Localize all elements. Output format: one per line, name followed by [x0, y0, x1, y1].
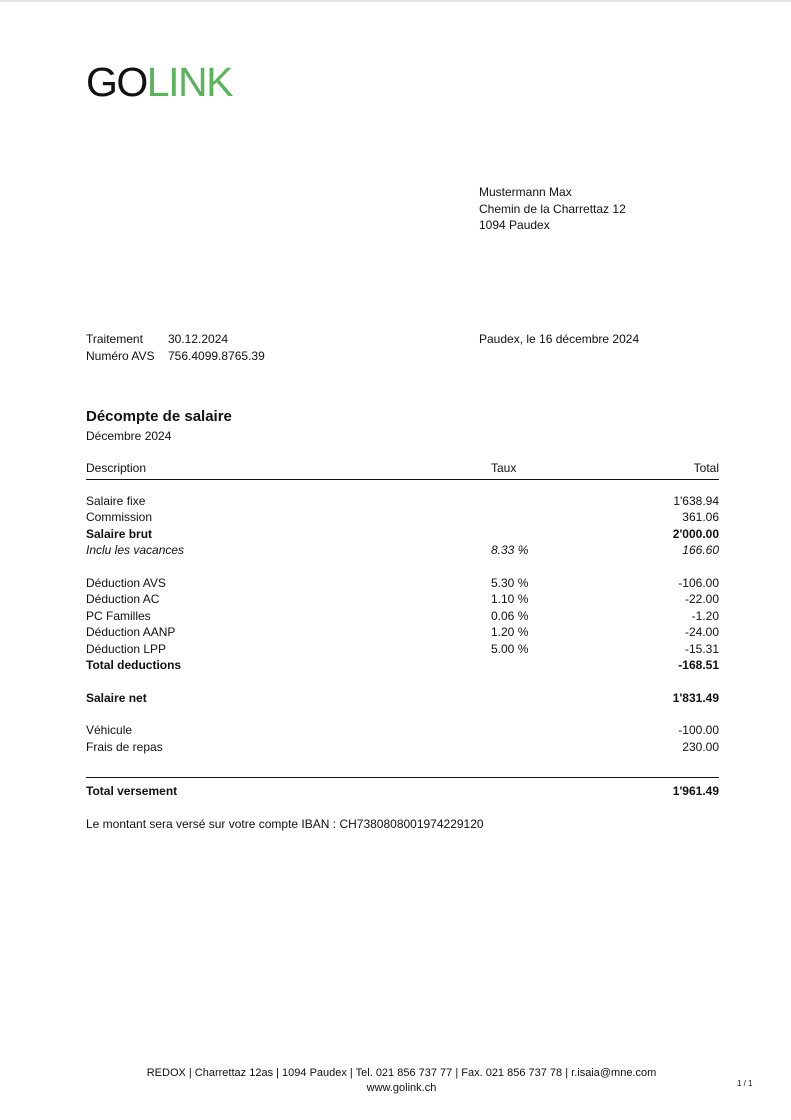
- company-logo: [86, 58, 232, 106]
- table-spacer: [86, 480, 719, 493]
- row-description: Déduction AC: [86, 592, 160, 607]
- treatment-label: Traitement: [86, 332, 143, 346]
- row-rate: 0.06 %: [491, 608, 529, 623]
- row-rate: 5.30 %: [491, 575, 529, 590]
- total-payment-row: [86, 783, 719, 799]
- payslip-meta: [86, 331, 265, 364]
- row-total: 2'000.00: [672, 526, 719, 541]
- footer-contact-line: REDOX | Charrettaz 12as | 1094 Paudex | Tel. 021 856 737 77 | Fax. 021 856 737 78 | r.isaia@mne.com: [146, 1067, 657, 1079]
- iban-notice: Le montant sera versé sur votre compte IBAN : CH7380808001974229120: [86, 817, 484, 831]
- row-total: -1.20: [691, 608, 719, 623]
- treatment-row: [86, 331, 265, 348]
- table-spacer: [86, 559, 719, 575]
- table-row-net-salary: [86, 690, 719, 706]
- row-rate: [491, 657, 591, 673]
- table-row-vacation: [86, 542, 719, 558]
- row-description: Déduction AVS: [86, 575, 166, 590]
- avs-label: Numéro AVS: [86, 348, 155, 363]
- logo-part-go: GO: [86, 59, 147, 105]
- table-spacer: [86, 673, 719, 689]
- row-description: Déduction LPP: [86, 641, 167, 656]
- table-spacer: [86, 706, 719, 722]
- salary-table: [86, 460, 719, 755]
- row-rate: 5.00 %: [491, 641, 529, 656]
- table-row: [86, 722, 719, 738]
- row-total: -100.00: [678, 723, 719, 738]
- place-date: Paudex, le 16 décembre 2024: [479, 332, 640, 346]
- row-rate: [491, 509, 591, 525]
- table-row: [86, 739, 719, 755]
- table-row: [86, 509, 719, 525]
- row-description: PC Familles: [86, 608, 151, 623]
- row-rate: [491, 526, 591, 542]
- table-row: [86, 624, 719, 640]
- treatment-value: 30.12.2024: [168, 332, 229, 346]
- row-description: Total deductions: [86, 657, 182, 672]
- row-total: 1'638.94: [673, 494, 719, 508]
- document-title: Décompte de salaire: [86, 408, 232, 425]
- header-total: Total: [693, 461, 719, 475]
- row-description: Déduction AANP: [86, 625, 176, 640]
- row-total: -24.00: [684, 625, 719, 640]
- row-description: Commission: [86, 510, 153, 525]
- table-row: [86, 641, 719, 657]
- total-payment-label: Total versement: [86, 784, 178, 798]
- row-total: 361.06: [682, 510, 719, 525]
- row-rate: 8.33 %: [491, 543, 529, 558]
- row-total: -22.00: [684, 592, 719, 607]
- row-total: -168.51: [678, 657, 719, 672]
- total-payment-value: 1'961.49: [672, 784, 719, 798]
- row-rate: [491, 722, 591, 738]
- row-description: Salaire fixe: [86, 494, 146, 508]
- logo-part-link: LINK: [146, 59, 232, 105]
- row-total: -106.00: [678, 575, 719, 590]
- recipient-address: [479, 184, 626, 234]
- row-total: 1'831.49: [672, 690, 719, 705]
- table-row-gross-salary: [86, 526, 719, 542]
- row-description: Salaire brut: [86, 526, 153, 541]
- recipient-street: Chemin de la Charrettaz 12: [479, 201, 626, 216]
- avs-row: [86, 348, 265, 365]
- avs-value: 756.4099.8765.39: [168, 348, 265, 363]
- table-header: [86, 460, 719, 480]
- recipient-city: 1094 Paudex: [479, 218, 550, 232]
- row-description: Frais de repas: [86, 739, 163, 754]
- table-row: [86, 575, 719, 591]
- table-row: [86, 608, 719, 624]
- footer-website: www.golink.ch: [366, 1082, 437, 1094]
- row-rate: [491, 739, 591, 755]
- table-row-total-deductions: [86, 657, 719, 673]
- row-description: Inclu les vacances: [86, 543, 185, 558]
- row-description: Salaire net: [86, 690, 147, 705]
- total-divider: [86, 777, 719, 778]
- row-description: Véhicule: [86, 723, 133, 738]
- row-total: 166.60: [682, 543, 719, 558]
- table-row: [86, 591, 719, 607]
- row-rate: 1.20 %: [491, 625, 529, 640]
- page-footer: [0, 1066, 791, 1096]
- row-total: -15.31: [684, 641, 719, 656]
- row-rate: [491, 690, 591, 706]
- row-total: 230.00: [682, 739, 719, 754]
- recipient-name: Mustermann Max: [479, 185, 572, 199]
- document-period: Décembre 2024: [86, 429, 172, 443]
- row-rate: 1.10 %: [491, 592, 529, 607]
- header-description: Description: [86, 461, 147, 475]
- page-number: 1 / 1: [737, 1079, 753, 1088]
- header-rate: Taux: [491, 461, 517, 475]
- row-rate: [491, 493, 591, 509]
- total-payment-rate: [491, 783, 591, 799]
- page-top-edge: [0, 0, 791, 2]
- table-row: [86, 493, 719, 509]
